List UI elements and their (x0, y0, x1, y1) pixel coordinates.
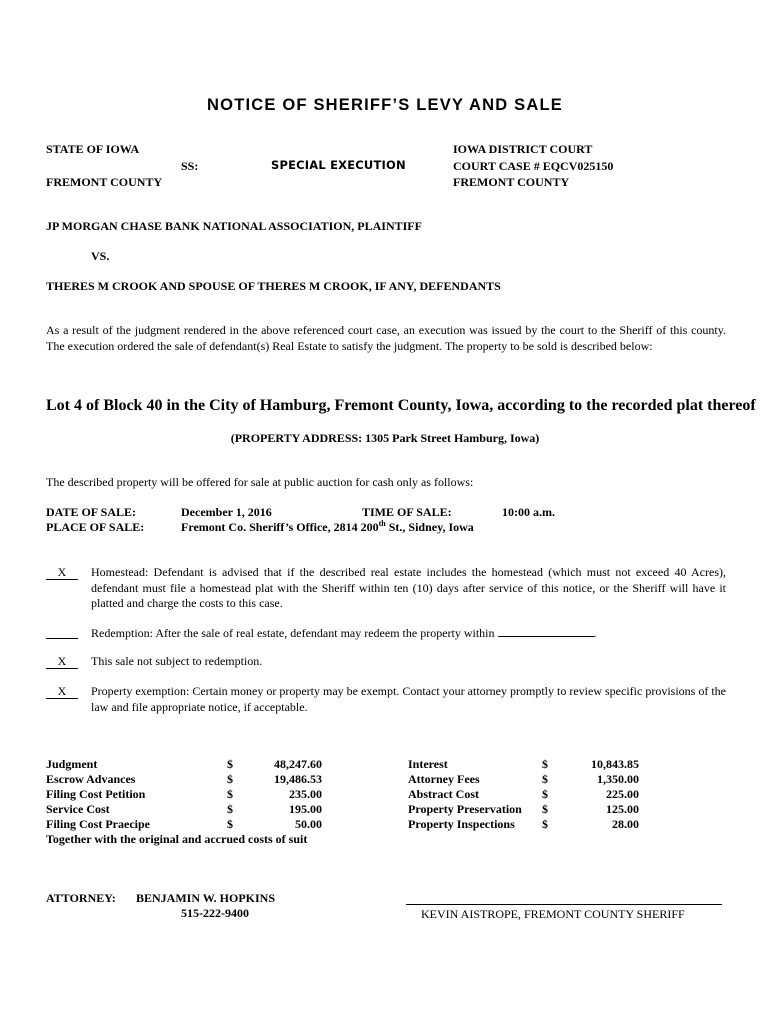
attorney-label: ATTORNEY: (46, 891, 116, 905)
property-address: (PROPERTY ADDRESS: 1305 Park Street Hamburg, Iowa) (230, 431, 540, 445)
cost-row (46, 787, 336, 802)
defendants-line: THERES M CROOK AND SPOUSE OF THERES M CROOK, IF ANY, DEFENDANTS (46, 279, 501, 293)
cost-currency: $ (227, 817, 233, 831)
no-redemption-checkmark: X (46, 654, 78, 669)
no-redemption-notice: This sale not subject to redemption. (91, 654, 263, 668)
cost-amount: 28.00 (612, 817, 639, 831)
court-case-number: COURT CASE # EQCV025150 (453, 159, 614, 173)
date-of-sale-label: DATE OF SALE: (46, 505, 137, 519)
cost-currency: $ (542, 757, 548, 771)
cost-amount: 235.00 (289, 787, 322, 801)
cost-row (46, 817, 336, 832)
date-of-sale-value: December 1, 2016 (181, 505, 272, 519)
cost-row (408, 787, 648, 802)
cost-amount: 195.00 (289, 802, 322, 816)
cost-currency: $ (542, 787, 548, 801)
cost-amount: 225.00 (606, 787, 639, 801)
costs-together-row (46, 832, 336, 847)
cost-amount: 48,247.60 (274, 757, 322, 771)
cost-currency: $ (227, 802, 233, 816)
offer-text: The described property will be offered for sale at public auction for cash only as follows: (46, 475, 474, 489)
redemption-checkmark (46, 625, 78, 643)
cost-currency: $ (227, 757, 233, 771)
cost-label: Property Preservation (408, 802, 522, 816)
plaintiff-line: JP MORGAN CHASE BANK NATIONAL ASSOCIATION, PLAINTIFF (46, 219, 422, 233)
cost-amount: 19,486.53 (274, 772, 322, 786)
homestead-notice: Homestead: Defendant is advised that if the described real estate includes the homestead (which must not exceed 40 Acres), defendant must file a homestead plat with the Sheriff within ten (10) days after service of this notice, or the Sheriff will have it platted and charge the costs to this case. (91, 565, 726, 610)
cost-label: Judgment (46, 757, 98, 771)
court-county: FREMONT COUNTY (453, 175, 570, 189)
attorney-phone: 515-222-9400 (181, 906, 249, 920)
cost-amount: 125.00 (606, 802, 639, 816)
exemption-notice: Property exemption: Certain money or property may be exempt. Contact your attorney promptly to review specific provisions of the law and file appropriate notice, if acceptable. (91, 684, 726, 714)
property-description: Lot 4 of Block 40 in the City of Hamburg, Fremont County, Iowa, according to the recorded plat thereof (46, 397, 756, 414)
cost-row (46, 757, 336, 772)
homestead-checkmark: X (46, 565, 78, 580)
redemption-period-blank (498, 625, 594, 637)
cost-label: Property Inspections (408, 817, 515, 831)
ss-label: SS: (181, 159, 199, 173)
place-of-sale-value: Fremont Co. Sheriff’s Office, 2814 200th St., Sidney, Iowa (181, 519, 474, 534)
cost-currency: $ (542, 817, 548, 831)
intro-paragraph: As a result of the judgment rendered in the above referenced court case, an execution was issued by the court to the Sheriff of this county. The execution ordered the sale of defendant(s) Real Estate to satisfy the judgment. The property to be sold is described below: (46, 323, 726, 353)
cost-currency: $ (227, 787, 233, 801)
signature-line (406, 904, 722, 905)
cost-label: Filing Cost Praecipe (46, 817, 150, 831)
time-of-sale-value: 10:00 a.m. (502, 505, 555, 519)
costs-together-note: Together with the original and accrued costs of suit (46, 832, 308, 846)
attorney-name: BENJAMIN W. HOPKINS (136, 891, 276, 905)
cost-currency: $ (542, 772, 548, 786)
cost-row (46, 772, 336, 787)
time-of-sale-label: TIME OF SALE: (362, 505, 452, 519)
cost-row (408, 757, 648, 772)
redemption-notice: Redemption: After the sale of real estate, defendant may redeem the property within . (91, 626, 597, 640)
cost-label: Abstract Cost (408, 787, 479, 801)
cost-label: Attorney Fees (408, 772, 480, 786)
costs-right-table (408, 757, 648, 832)
document-title: NOTICE OF SHERIFF’S LEVY AND SALE (207, 96, 563, 114)
cost-row (46, 802, 336, 817)
costs-left-table (46, 757, 336, 847)
cost-amount: 50.00 (295, 817, 322, 831)
sheriff-name: KEVIN AISTROPE, FREMONT COUNTY SHERIFF (421, 907, 685, 921)
cost-row (408, 802, 648, 817)
versus-label: VS. (91, 249, 110, 263)
court-name: IOWA DISTRICT COURT (453, 142, 593, 156)
cost-row (408, 772, 648, 787)
cost-label: Escrow Advances (46, 772, 136, 786)
exemption-checkmark: X (46, 684, 78, 699)
cost-amount: 10,843.85 (591, 757, 639, 771)
cost-label: Service Cost (46, 802, 110, 816)
place-of-sale-label: PLACE OF SALE: (46, 520, 145, 534)
cost-row (408, 817, 648, 832)
county-label: FREMONT COUNTY (46, 175, 163, 189)
state-label: STATE OF IOWA (46, 142, 140, 156)
cost-currency: $ (542, 802, 548, 816)
cost-label: Interest (408, 757, 448, 771)
cost-amount: 1,350.00 (597, 772, 639, 786)
cost-currency: $ (227, 772, 233, 786)
cost-label: Filing Cost Petition (46, 787, 146, 801)
special-execution-label: SPECIAL EXECUTION (271, 158, 406, 172)
